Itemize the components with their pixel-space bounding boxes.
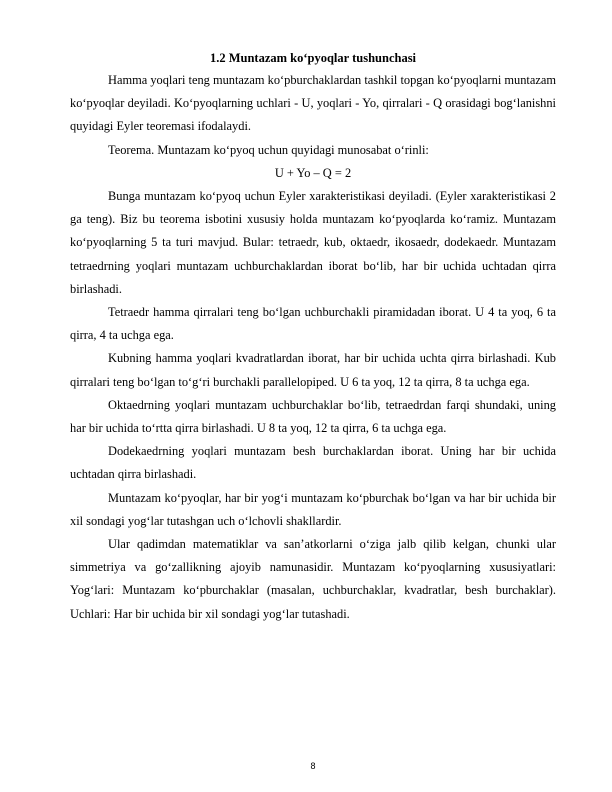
paragraph-euler-characteristic: Bunga muntazam ko‘pyoq uchun Eyler xarakteristikasi deyiladi. (Eyler xarakteristikasi 2 ga teng). Biz bu teorema isbotini xususiy holda muntazam ko‘pyoqlarda ko‘ramiz. Muntazam ko‘pyoqlarning 5 ta turi mavjud. Bular: tetraedr, kub, oktaedr, ikosaedr, dodekaedr. Muntazam tetraedrning yoqlari muntazam uchburchaklardan iborat bo‘lib, har bir uchida uchtadan qirra birlashadi. <box>70 189 556 296</box>
section-title: 1.2 Muntazam ko‘pyoqlar tushunchasi <box>209 51 417 65</box>
paragraph-theorem: Teorema. Muntazam ko‘pyoq uchun quyidagi munosabat o‘rinli: <box>108 142 429 157</box>
paragraph-definition: Hamma yoqlari teng muntazam ko‘pburchaklardan tashkil topgan ko‘pyoqlarni muntazam ko‘pyoqlar deyiladi. Ko‘pyoqlarning uchlari - U, yoqlari - Yo, qirralari - Q orasidagi bog‘lanishni quyidagi Eyler teoremasi ifodalaydi. <box>70 73 556 134</box>
paragraph-cube: Kubning hamma yoqlari kvadratlardan iborat, har bir uchida uchta qirra birlashadi. Kub qirralari teng bo‘lgan to‘g‘ri burchakli parallelopiped. U 6 ta yoq, 12 ta qirra, 8 ta uchga ega. <box>70 351 556 389</box>
paragraph-regular-polyhedra: Muntazam ko‘pyoqlar, har bir yog‘i muntazam ko‘pburchak bo‘lgan va har bir uchida bir xil sondagi yog‘lar tutashgan uch o‘lchovli shakllardir. <box>70 490 556 528</box>
euler-formula: U + Yo – Q = 2 <box>274 165 352 180</box>
body-text <box>70 69 556 626</box>
paragraph-tetrahedron: Tetraedr hamma qirralari teng bo‘lgan uchburchakli piramidadan iborat. U 4 ta yoq, 6 ta qirra, 4 ta uchga ega. <box>70 305 556 343</box>
paragraph-octahedron: Oktaedrning yoqlari muntazam uchburchaklar bo‘lib, tetraedrdan farqi shundaki, uning har bir uchida to‘rtta qirra birlashadi. U 8 ta yoq, 12 ta qirra, 6 ta uchga ega. <box>70 397 556 436</box>
page-number: 8 <box>310 761 316 771</box>
paragraph-properties: Ular qadimdan matematiklar va san’atkorlarni o‘ziga jalb qilib kelgan, chunki ular simmetriya va go‘zallikning ajoyib namunasidir. Muntazam ko‘pyoqlarning xususiyatlari: Yog‘lari: Muntazam ko‘pburchaklar (masalan, uchburchaklar, kvadratlar, besh burchaklar). Uchlari: Har bir uchida bir xil sondagi yog‘lar tutashadi. <box>70 537 556 621</box>
paragraph-dodecahedron: Dodekaedrning yoqlari muntazam besh burchaklardan iborat. Uning har bir uchida uchtadan qirra birlashadi. <box>70 444 556 482</box>
